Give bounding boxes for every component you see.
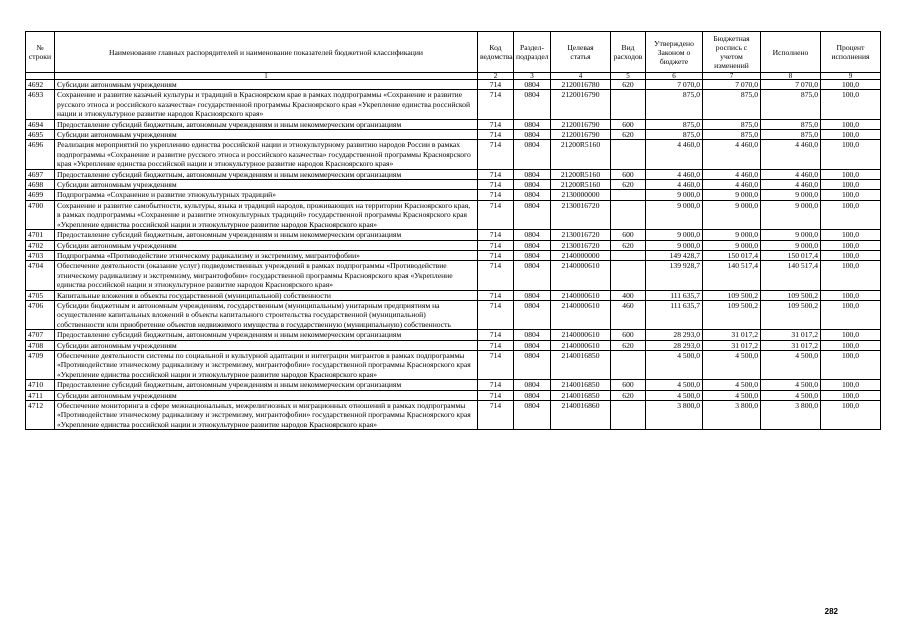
executed-amount-cell: 9 000,0 (761, 190, 821, 200)
approved-amount-cell: 139 928,7 (646, 261, 703, 290)
target-article-cell: 2140000610 (551, 261, 611, 290)
row-number-cell: 4694 (26, 119, 55, 129)
row-number-cell: 4704 (26, 261, 55, 290)
executed-amount-cell: 3 800,0 (761, 401, 821, 430)
executed-amount-cell: 109 500,2 (761, 290, 821, 300)
approved-amount-cell: 4 500,0 (646, 350, 703, 379)
executed-amount-cell: 140 517,4 (761, 261, 821, 290)
budget-amount-cell: 109 500,2 (703, 290, 761, 300)
row-number-cell: 4711 (26, 390, 55, 400)
percent-cell: 100,0 (821, 300, 881, 329)
expense-type-cell (611, 350, 646, 379)
budget-amount-cell: 140 517,4 (703, 261, 761, 290)
header-executed: Исполнено (761, 32, 821, 73)
section-cell: 0804 (514, 240, 551, 250)
dept-code-cell: 714 (478, 330, 514, 340)
dept-code-cell: 714 (478, 130, 514, 140)
expense-type-cell: 460 (611, 300, 646, 329)
table-row (26, 190, 881, 200)
executed-amount-cell: 875,0 (761, 130, 821, 140)
row-number-cell: 4696 (26, 140, 55, 169)
approved-amount-cell: 111 635,7 (646, 290, 703, 300)
target-article-cell: 2130016720 (551, 200, 611, 229)
expense-type-cell: 600 (611, 119, 646, 129)
executed-amount-cell: 4 500,0 (761, 380, 821, 390)
table-row (26, 401, 881, 430)
target-article-cell: 21200R5160 (551, 140, 611, 169)
table-row (26, 390, 881, 400)
percent-cell: 100,0 (821, 90, 881, 119)
executed-amount-cell: 4 460,0 (761, 169, 821, 179)
budget-amount-cell: 3 800,0 (703, 401, 761, 430)
percent-cell: 100,0 (821, 330, 881, 340)
budget-amount-cell: 9 000,0 (703, 240, 761, 250)
section-cell: 0804 (514, 380, 551, 390)
section-cell: 0804 (514, 350, 551, 379)
row-number-cell: 4705 (26, 290, 55, 300)
budget-amount-cell: 7 070,0 (703, 80, 761, 90)
section-cell: 0804 (514, 390, 551, 400)
dept-code-cell: 714 (478, 169, 514, 179)
row-name-cell: Предоставление субсидий бюджетным, автономным учреждениям и иным некоммерческим организациям (55, 169, 478, 179)
column-number: 3 (514, 73, 551, 80)
budget-execution-table (25, 31, 881, 430)
budget-amount-cell: 4 500,0 (703, 380, 761, 390)
executed-amount-cell: 31 017,2 (761, 340, 821, 350)
column-number (26, 73, 55, 80)
percent-cell: 100,0 (821, 390, 881, 400)
expense-type-cell: 620 (611, 80, 646, 90)
section-cell: 0804 (514, 119, 551, 129)
row-number-cell: 4698 (26, 180, 55, 190)
row-number-cell: 4701 (26, 230, 55, 240)
approved-amount-cell: 875,0 (646, 119, 703, 129)
header-budget-schedule: Бюджетная роспись с учетом изменений (703, 32, 761, 73)
percent-cell: 100,0 (821, 80, 881, 90)
percent-cell: 100,0 (821, 119, 881, 129)
budget-amount-cell: 4 500,0 (703, 390, 761, 400)
row-name-cell: Подпрограмма «Противодействие этническому радикализму и экстремизму, мигрантофобии» (55, 250, 478, 260)
row-number-cell: 4710 (26, 380, 55, 390)
row-name-cell: Сохранение и развитие самобытности, культуры, языка и традиций народов, проживающих на территории Красноярского края, в рамках подпрограммы «Сохранение и развитие этнокультурных традиций» государственной программы Красноярского края «Укрепление единства российской нации и этнокультурное развитие народов Красноярского края» (55, 200, 478, 229)
table-row (26, 140, 881, 169)
percent-cell: 100,0 (821, 261, 881, 290)
expense-type-cell: 620 (611, 180, 646, 190)
target-article-cell: 21200R5160 (551, 169, 611, 179)
executed-amount-cell: 109 500,2 (761, 300, 821, 329)
approved-amount-cell: 4 460,0 (646, 140, 703, 169)
target-article-cell: 2140000610 (551, 330, 611, 340)
table-row (26, 169, 881, 179)
row-name-cell: Предоставление субсидий бюджетным, автономным учреждениям и иным некоммерческим организациям (55, 119, 478, 129)
expense-type-cell (611, 250, 646, 260)
target-article-cell: 2130016720 (551, 240, 611, 250)
dept-code-cell: 714 (478, 340, 514, 350)
approved-amount-cell: 9 000,0 (646, 240, 703, 250)
row-number-cell: 4697 (26, 169, 55, 179)
table-body (26, 80, 881, 430)
section-cell: 0804 (514, 250, 551, 260)
approved-amount-cell: 9 000,0 (646, 200, 703, 229)
row-number-cell: 4702 (26, 240, 55, 250)
approved-amount-cell: 4 460,0 (646, 180, 703, 190)
row-name-cell: Предоставление субсидий бюджетным, автономным учреждениям и иным некоммерческим организациям (55, 380, 478, 390)
budget-amount-cell: 9 000,0 (703, 190, 761, 200)
column-number: 9 (821, 73, 881, 80)
percent-cell: 100,0 (821, 250, 881, 260)
executed-amount-cell: 875,0 (761, 119, 821, 129)
dept-code-cell: 714 (478, 190, 514, 200)
percent-cell: 100,0 (821, 240, 881, 250)
dept-code-cell: 714 (478, 180, 514, 190)
target-article-cell: 2140000610 (551, 290, 611, 300)
table-row (26, 90, 881, 119)
expense-type-cell: 620 (611, 130, 646, 140)
dept-code-cell: 714 (478, 230, 514, 240)
target-article-cell: 2140000610 (551, 340, 611, 350)
dept-code-cell: 714 (478, 350, 514, 379)
budget-report-page (25, 31, 880, 430)
budget-amount-cell: 4 460,0 (703, 180, 761, 190)
target-article-cell: 2140000610 (551, 300, 611, 329)
dept-code-cell: 714 (478, 390, 514, 400)
target-article-cell: 2140016850 (551, 350, 611, 379)
row-name-cell: Предоставление субсидий бюджетным, автономным учреждениям и иным некоммерческим организациям (55, 330, 478, 340)
column-number: 5 (611, 73, 646, 80)
row-number-cell: 4706 (26, 300, 55, 329)
expense-type-cell (611, 190, 646, 200)
percent-cell: 100,0 (821, 130, 881, 140)
section-cell: 0804 (514, 90, 551, 119)
percent-cell: 100,0 (821, 340, 881, 350)
row-name-cell: Субсидии автономным учреждениям (55, 390, 478, 400)
table-row (26, 119, 881, 129)
section-cell: 0804 (514, 130, 551, 140)
percent-cell: 100,0 (821, 169, 881, 179)
target-article-cell: 2130000000 (551, 190, 611, 200)
executed-amount-cell: 4 500,0 (761, 350, 821, 379)
row-number-cell: 4695 (26, 130, 55, 140)
section-cell: 0804 (514, 401, 551, 430)
row-name-cell: Сохранение и развитие казачьей культуры и традиций в Красноярском крае в рамках подпрограммы «Сохранение и развитие русского этноса и российского казачества» государственной программы Красноярского края «Укрепление единства российской нации и этнокультурное развитие народов Красноярского края» (55, 90, 478, 119)
target-article-cell: 2120016790 (551, 130, 611, 140)
column-number: 7 (703, 73, 761, 80)
approved-amount-cell: 4 460,0 (646, 169, 703, 179)
dept-code-cell: 714 (478, 380, 514, 390)
column-number: 2 (478, 73, 514, 80)
expense-type-cell (611, 200, 646, 229)
expense-type-cell: 600 (611, 330, 646, 340)
dept-code-cell: 714 (478, 250, 514, 260)
target-article-cell: 2140016850 (551, 380, 611, 390)
percent-cell: 100,0 (821, 290, 881, 300)
table-row (26, 250, 881, 260)
row-name-cell: Капитальные вложения в объекты государственной (муниципальной) собственности (55, 290, 478, 300)
budget-amount-cell: 31 017,2 (703, 330, 761, 340)
row-number-cell: 4709 (26, 350, 55, 379)
table-row (26, 80, 881, 90)
header-section: Раздел- подраздел (514, 32, 551, 73)
percent-cell: 100,0 (821, 140, 881, 169)
table-row (26, 240, 881, 250)
table-row (26, 230, 881, 240)
row-name-cell: Субсидии автономным учреждениям (55, 80, 478, 90)
row-name-cell: Обеспечение деятельности системы по социальной и культурной адаптации и интеграции мигрантов в рамках подпрограммы «Противодействие этническому радикализму и экстремизму, мигрантофобии» государственной программы Красноярского края «Укрепление единства российской нации и этнокультурное развитие народов Красноярского края» (55, 350, 478, 379)
section-cell: 0804 (514, 180, 551, 190)
budget-amount-cell: 109 500,2 (703, 300, 761, 329)
header-name: Наименование главных распорядителей и наименование показателей бюджетной классификации (55, 32, 478, 73)
target-article-cell: 2120016790 (551, 119, 611, 129)
section-cell: 0804 (514, 261, 551, 290)
percent-cell: 100,0 (821, 180, 881, 190)
expense-type-cell (611, 140, 646, 169)
dept-code-cell: 714 (478, 140, 514, 169)
row-name-cell: Субсидии бюджетным и автономным учреждениям, государственным (муниципальным) унитарным предприятиям на осуществление капитальных вложений в объекты капитального строительства государственной (муниципальной) собственности или приобретение объектов недвижимого имущества в государственную (муниципальную) собственность (55, 300, 478, 329)
expense-type-cell: 600 (611, 380, 646, 390)
approved-amount-cell: 7 070,0 (646, 80, 703, 90)
approved-amount-cell: 149 428,7 (646, 250, 703, 260)
row-number-cell: 4708 (26, 340, 55, 350)
dept-code-cell: 714 (478, 290, 514, 300)
expense-type-cell: 400 (611, 290, 646, 300)
row-number-cell: 4703 (26, 250, 55, 260)
header-expense-type: Вид расходов (611, 32, 646, 73)
row-number-cell: 4693 (26, 90, 55, 119)
header-approved: Утверждено Законом о бюджете (646, 32, 703, 73)
budget-amount-cell: 9 000,0 (703, 200, 761, 229)
expense-type-cell (611, 90, 646, 119)
table-row (26, 300, 881, 329)
section-cell: 0804 (514, 330, 551, 340)
row-name-cell: Субсидии автономным учреждениям (55, 130, 478, 140)
section-cell: 0804 (514, 169, 551, 179)
table-row (26, 290, 881, 300)
budget-amount-cell: 4 460,0 (703, 169, 761, 179)
target-article-cell: 2140016850 (551, 390, 611, 400)
target-article-cell: 2140000000 (551, 250, 611, 260)
dept-code-cell: 714 (478, 200, 514, 229)
row-number-cell: 4699 (26, 190, 55, 200)
dept-code-cell: 714 (478, 80, 514, 90)
dept-code-cell: 714 (478, 90, 514, 119)
dept-code-cell: 714 (478, 261, 514, 290)
column-number: 8 (761, 73, 821, 80)
header-row-number: № строки (26, 32, 55, 73)
dept-code-cell: 714 (478, 300, 514, 329)
dept-code-cell: 714 (478, 119, 514, 129)
row-name-cell: Обеспечение деятельности (оказание услуг) подведомственных учреждений в рамках подпрограммы «Противодействие этническому радикализму и экстремизму, мигрантофобии» государственной программы Красноярского края «Укрепление единства российской нации и этнокультурное развитие народов Красноярского края» (55, 261, 478, 290)
percent-cell: 100,0 (821, 350, 881, 379)
target-article-cell: 2140016860 (551, 401, 611, 430)
budget-amount-cell: 150 017,4 (703, 250, 761, 260)
table-row (26, 130, 881, 140)
row-name-cell: Субсидии автономным учреждениям (55, 340, 478, 350)
row-name-cell: Реализация мероприятий по укреплению единства российской нации и этнокультурному развитию народов России в рамках подпрограммы «Сохранение и развитие русского этноса и российского казачества» государственной программы Красноярского края «Укрепление единства российской нации и этнокультурное развитие народов Красноярского края» (55, 140, 478, 169)
table-row (26, 180, 881, 190)
percent-cell: 100,0 (821, 401, 881, 430)
section-cell: 0804 (514, 140, 551, 169)
budget-amount-cell: 4 500,0 (703, 350, 761, 379)
budget-amount-cell: 9 000,0 (703, 230, 761, 240)
expense-type-cell: 600 (611, 230, 646, 240)
executed-amount-cell: 4 460,0 (761, 140, 821, 169)
row-number-cell: 4700 (26, 200, 55, 229)
executed-amount-cell: 7 070,0 (761, 80, 821, 90)
budget-amount-cell: 875,0 (703, 130, 761, 140)
approved-amount-cell: 9 000,0 (646, 230, 703, 240)
executed-amount-cell: 9 000,0 (761, 240, 821, 250)
section-cell: 0804 (514, 200, 551, 229)
executed-amount-cell: 4 500,0 (761, 390, 821, 400)
approved-amount-cell: 28 293,0 (646, 330, 703, 340)
expense-type-cell: 620 (611, 240, 646, 250)
header-percent: Процент исполнения (821, 32, 881, 73)
budget-amount-cell: 875,0 (703, 119, 761, 129)
executed-amount-cell: 150 017,4 (761, 250, 821, 260)
executed-amount-cell: 4 460,0 (761, 180, 821, 190)
executed-amount-cell: 9 000,0 (761, 200, 821, 229)
dept-code-cell: 714 (478, 401, 514, 430)
budget-amount-cell: 4 460,0 (703, 140, 761, 169)
row-name-cell: Предоставление субсидий бюджетным, автономным учреждениям и иным некоммерческим организациям (55, 230, 478, 240)
table-row (26, 350, 881, 379)
executed-amount-cell: 31 017,2 (761, 330, 821, 340)
row-number-cell: 4707 (26, 330, 55, 340)
executed-amount-cell: 875,0 (761, 90, 821, 119)
table-row (26, 340, 881, 350)
row-name-cell: Обеспечение мониторинга в сфере межнациональных, межрелигиозных и миграционных отношений в рамках подпрограммы «Противодействие этническому радикализму и экстремизму, мигрантофобии» государственной программы Красноярского края «Укрепление единства российской нации и этнокультурное развитие народов Красноярского края» (55, 401, 478, 430)
expense-type-cell (611, 401, 646, 430)
table-row (26, 330, 881, 340)
header-target-article: Целевая статья (551, 32, 611, 73)
row-number-cell: 4692 (26, 80, 55, 90)
section-cell: 0804 (514, 190, 551, 200)
column-number: 6 (646, 73, 703, 80)
section-cell: 0804 (514, 230, 551, 240)
row-number-cell: 4712 (26, 401, 55, 430)
page-number: 282 (824, 607, 838, 616)
approved-amount-cell: 875,0 (646, 90, 703, 119)
row-name-cell: Подпрограмма «Сохранение и развитие этнокультурных традиций» (55, 190, 478, 200)
approved-amount-cell: 3 800,0 (646, 401, 703, 430)
approved-amount-cell: 9 000,0 (646, 190, 703, 200)
target-article-cell: 2130016720 (551, 230, 611, 240)
expense-type-cell: 620 (611, 340, 646, 350)
percent-cell: 100,0 (821, 200, 881, 229)
approved-amount-cell: 4 500,0 (646, 380, 703, 390)
executed-amount-cell: 9 000,0 (761, 230, 821, 240)
section-cell: 0804 (514, 80, 551, 90)
approved-amount-cell: 111 635,7 (646, 300, 703, 329)
expense-type-cell (611, 261, 646, 290)
budget-amount-cell: 31 017,2 (703, 340, 761, 350)
column-number: 1 (55, 73, 478, 80)
target-article-cell: 2120016780 (551, 80, 611, 90)
section-cell: 0804 (514, 290, 551, 300)
section-cell: 0804 (514, 340, 551, 350)
budget-amount-cell: 875,0 (703, 90, 761, 119)
column-number: 4 (551, 73, 611, 80)
header-dept-code: Код ведомства (478, 32, 514, 73)
table-row (26, 380, 881, 390)
section-cell: 0804 (514, 300, 551, 329)
table-row (26, 200, 881, 229)
table-row (26, 261, 881, 290)
expense-type-cell: 600 (611, 169, 646, 179)
expense-type-cell: 620 (611, 390, 646, 400)
target-article-cell: 2120016790 (551, 90, 611, 119)
approved-amount-cell: 28 293,0 (646, 340, 703, 350)
percent-cell: 100,0 (821, 230, 881, 240)
approved-amount-cell: 4 500,0 (646, 390, 703, 400)
target-article-cell: 21200R5160 (551, 180, 611, 190)
row-name-cell: Субсидии автономным учреждениям (55, 240, 478, 250)
percent-cell: 100,0 (821, 190, 881, 200)
row-name-cell: Субсидии автономным учреждениям (55, 180, 478, 190)
dept-code-cell: 714 (478, 240, 514, 250)
percent-cell: 100,0 (821, 380, 881, 390)
approved-amount-cell: 875,0 (646, 130, 703, 140)
